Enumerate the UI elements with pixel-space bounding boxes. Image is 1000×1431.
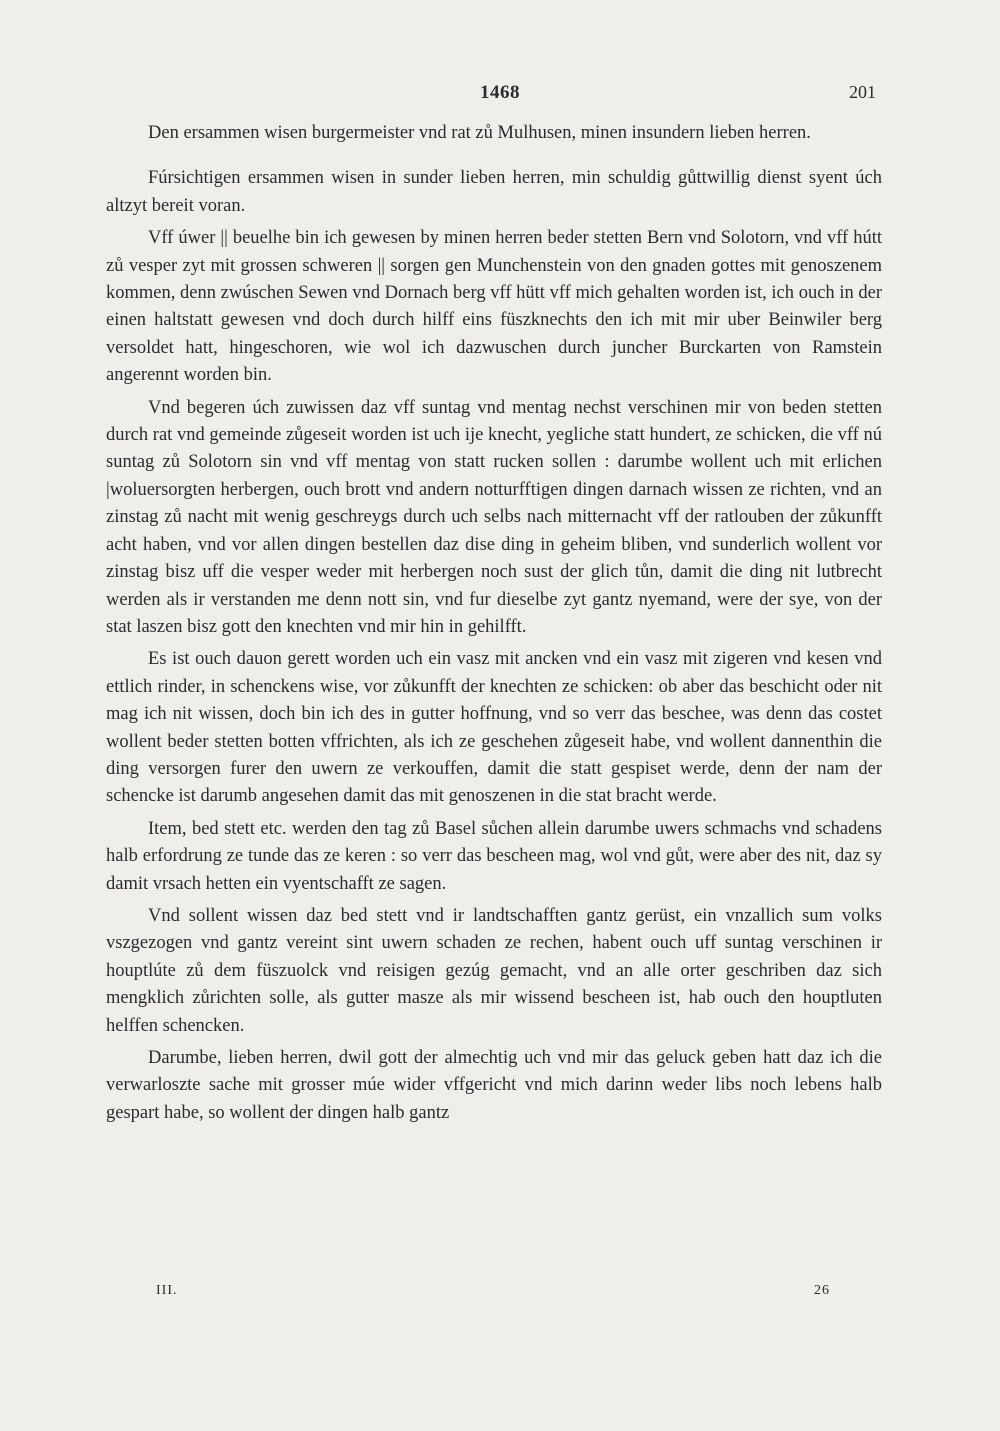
address-paragraph: Den ersammen wisen burgermeister vnd rat zů Mulhusen, minen insundern lieben herren. [148, 123, 811, 143]
year-heading: 1468 [480, 82, 520, 103]
body-paragraph: Vff úwer || beuelhe bin ich gewesen by minen herren beder stetten Bern vnd Solotorn, vnd vff hútt zů vesper zyt mit grossen schweren || sorgen gen Munchenstein von den gnaden gottes mit genoszenem kommen, denn zwúschen Sewen vnd Dornach berg vff hütt vff mich gehalten worden ist, ich ouch in der einen haltstatt gewesen vnd doch durch hilff eins füszknechts den ich mit mir uber Beinwiler berg versoldet hatt, hingeschoren, wie wol ich dazwuschen durch juncher Burckarten von Ramstein angerennt worden bin. [106, 228, 882, 386]
body-paragraph: Vnd sollent wissen daz bed stett vnd ir landtschafften gantz gerüst, ein vnzallich sum volks vszgezogen vnd gantz vereint sint uwern schaden ze rechen, habent ouch uff suntag verschinen ir houptlúte zů dem füszuolck vnd reisigen gezúg gemacht, vnd an alle orter geschriben daz sich mengklich zůrichten solle, als gutter masze als mir wissend bescheen ist, hab ouch den houptluten helffen schencken. [106, 905, 882, 1036]
running-header [0, 82, 1000, 112]
body-paragraph: Es ist ouch dauon gerett worden uch ein vasz mit ancken vnd ein vasz mit zigeren vnd kesen vnd ettlich rinder, in schenckens wise, vor zůkunfft der knechten ze schicken: ob aber das beschicht oder nit mag ich nit wissen, doch bin ich des in gutter hoffnung, vnd so verr das beschee, was denn das costet wollent beder stetten botten vffrichten, als ich ze geschehen zůgeseit habe, vnd wollent dannenthin die ding versorgen furer den uwern ze verkouffen, damit die statt gespiset werde, denn der nam der schencke ist darumb angesehen damit das mit genoszenen in die stat bracht werde. [106, 649, 882, 807]
page-number: 201 [849, 82, 876, 102]
sheet-number: 26 [814, 1283, 830, 1298]
body-text [106, 120, 882, 1132]
body-paragraph: Darumbe, lieben herren, dwil gott der almechtig uch vnd mir das geluck geben hatt daz ich die verwarloszte sache mit grosser múe wider vffgericht vnd mich darinn weder libs noch lebens halb gespart habe, so wollent der dingen halb gantz [106, 1048, 882, 1123]
body-paragraph: Item, bed stett etc. werden den tag zů Basel sůchen allein darumbe uwers schmachs vnd schadens halb erfordrung ze tunde das ze keren : so verr das bescheen mag, wol vnd gůt, were aber des nit, daz sy damit vrsach hetten ein vyentschafft ze sagen. [106, 818, 882, 894]
salutation-paragraph: Fúrsichtigen ersammen wisen in sunder lieben herren, min schuldig gůttwillig dienst syent úch altzyt bereit voran. [106, 168, 882, 216]
body-paragraph: Vnd begeren úch zuwissen daz vff suntag vnd mentag nechst verschinen mir von beden stetten durch rat vnd gemeinde zůgeseit worden ist uch ije knecht, yegliche statt hundert, ze schicken, die vff nú suntag zů Solotorn sin vnd vff mentag von statt rucken sollen : darumbe wollent uch mit erlichen |woluersorgten herbergen, ouch brott vnd andern notturfftigen dingen darnach wissen ze richten, vnd an zinstag zů nacht mit wenig geschreygs durch uch selbs nach mitternacht vff der ratlouben der zůkunfft acht haben, vnd vor allen dingen bestellen daz dise ding in geheim bliben, vnd sunderlich wollent vor zinstag bisz uff die vesper weder mit herbergen noch sust der glich tůn, damit die ding nit lutbrecht werden als ir verstanden me denn nott sin, vnd fur dieselbe zyt gantz nyemand, were der sye, von der stat laszen bisz gott den knechten vnd mir hin in gehilfft. [106, 397, 882, 637]
signature-mark: III. [156, 1283, 178, 1298]
